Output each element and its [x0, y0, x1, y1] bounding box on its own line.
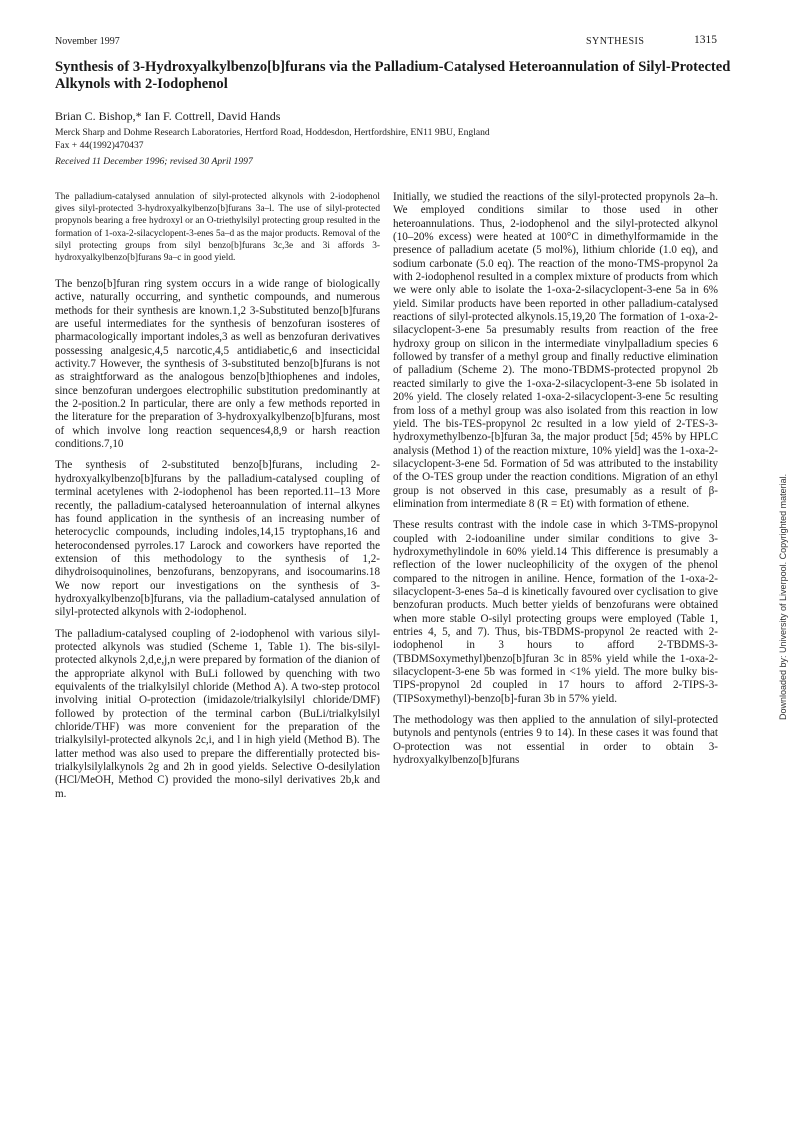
download-notice: Downloaded by: University of Liverpool. Copyrighted material.: [778, 473, 788, 720]
abstract: The palladium-catalysed annulation of silyl-protected alkynols with 2-iodophenol gives silyl-protected 3-hydroxyalkylbenzo[b]furans 3a–l. The use of silyl-protected propynols bearing a free hydroxyl or an O-triethylsilyl protecting group resulted in the formation of 1-oxa-2-silacyclopent-3-enes 5a–d as the major products. Removal of the silyl protecting groups from silyl benzo[b]furans 3c,3e and 3i affords 3-hydroxyalkylbenzo[b]furans 9a–c in good yield.: [55, 192, 380, 264]
paragraph: The methodology was then applied to the annulation of silyl-protected butynols and pentynols (entries 9 to 14). In these cases it was found that O-protection was not essential in order to obtain 3-hydroxyalkylbenzo[b]furans: [393, 714, 718, 767]
article-title: Synthesis of 3-Hydroxyalkylbenzo[b]furans via the Palladium-Catalysed Heteroannulation of Silyl-Protected Alkynols with 2-Iodophenol: [55, 59, 731, 92]
right-column: [393, 191, 718, 775]
paragraph: The benzo[b]furan ring system occurs in a wide range of biologically active, naturally occurring, and synthetic compounds, and numerous methods for their synthesis are known.1,2 3-Substituted benzo[b]furans are useful intermediates for the synthesis of benzofuran isosteres of pharmacologically important indoles,3 as well as benzofuran derivatives possessing analgesic,4,5 narcotic,4,5 antidiabetic,6 and insecticidal activity.7 However, the synthesis of 3-substituted benzo[b]furans is not as straightforward as the analogous benzo[b]thiophenes and indoles, since benzofuran undergoes electrophilic substitution predominantly at the 2-position.2 In particular, there are only a few methods reported in the literature for the preparation of 3-hydroxyalkylbenzo[b]furans, most of which involve long reaction sequences4,8,9 or harsh reaction conditions.7,10: [55, 278, 380, 451]
running-header-date: November 1997: [55, 36, 120, 47]
fax-number: Fax + 44(1992)470437: [55, 140, 144, 151]
page-number: 1315: [694, 34, 717, 46]
affiliation-block: [55, 126, 745, 152]
running-header-journal: SYNTHESIS: [586, 36, 645, 47]
received-dates: Received 11 December 1996; revised 30 April 1997: [55, 156, 253, 167]
paragraph: The synthesis of 2-substituted benzo[b]furans, including 2-hydroxyalkylbenzo[b]furans by the palladium-catalysed coupling of terminal acetylenes with 2-iodophenol has been reported.11–13 More recently, the palladium-catalysed heteroannulation of internal alkynes has found application in the synthesis of an increasing number of heterocyclic compounds, including indoles,14,15 tryptophans,16 and heterocondensed pyrroles.17 Larock and coworkers have reported the extension of this methodology to the synthesis of 1,2-dihydroisoquinolines, benzofurans, benzopyrans, and isocoumarins.18 We now report our investigations on the synthesis of 3-hydroxyalkylbenzo[b]furans, via the palladium-catalysed annulation of silyl-protected alkynols with 2-iodophenol.: [55, 459, 380, 619]
download-watermark: [778, 390, 792, 720]
paragraph: The palladium-catalysed coupling of 2-iodophenol with various silyl-protected alkynols was studied (Scheme 1, Table 1). The bis-silyl-protected alkynols 2,d,e,j,n were prepared by formation of the dianion of the appropriate alkynol with BuLi followed by quenching with two equivalents of the trialkylsilyl chloride (Method A). A two-step protocol involving initial O-protection (imidazole/trialkylsilyl chloride/DMF) followed by protection of the terminal carbon (BuLi/trialkylsilyl chloride/THF) was more convenient for the preparation of the trialkylsilyl-protected alkynols 2c,i, and l in high yield (Method B). The latter method was also used to prepare the differentially protected bis-trialkylsilylalkynols 2g and 2h in good yields. Selective O-desilylation (HCl/MeOH, Method C) provided the mono-silyl derivatives 2b,k and m.: [55, 627, 380, 800]
article-authors: Brian C. Bishop,* Ian F. Cottrell, David Hands: [55, 109, 281, 123]
left-column: [55, 278, 380, 809]
paragraph: Initially, we studied the reactions of the silyl-protected propynols 2a–h. We employed conditions similar to those used in other heteroannulations. Thus, 2-iodophenol and the silyl-protected alkynol (10–20% excess) were heated at 100°C in dimethylformamide in the presence of palladium acetate (5 mol%), lithium chloride (1.0 eq), and sodium carbonate (5.0 eq). The reaction of the mono-TMS-propynol 2a with 2-iodophenol resulted in a complex mixture of products from which we were only able to isolate the 1-oxa-2-silacyclopent-3-ene 5a in 6% yield. Similar products have been reported in other palladium-catalysed reactions of silyl-protected alkynols.15,19,20 The formation of 1-oxa-2-silacyclopent-3-ene 5a presumably results from reaction of the free hydroxy group on silicon in the intermediate vinylpalladium species 6 followed by transfer of a methyl group and finally reductive elimination of palladium (Scheme 2). The mono-TBDMS-protected propynol 2b reacted similarly to give the 1-oxa-2-silacyclopent-3-ene 5b isolated in 20% yield. The closely related 1-oxa-2-silacyclopent-3-ene 5c resulting from loss of a methyl group was also isolated from this reaction in low yield. The bis-TES-propynol 2c resulted in a low yield of 2-TES-3-hydroxymethylbenzo-[b]furan 3a, the major product [5d; 45% by HPLC analysis (Method 1) of the reaction mixture, 10% yield] was the 1-oxa-2-silacyclopent-3-ene 5d. Formation of 5d was attributed to the instability of the O-TES group under the reaction conditions. Migration of an ethyl group is not observed in this case, presumably as a result of β-elimination from intermediate 8 (R = Et) with formation of ethene.: [393, 191, 718, 510]
paragraph: These results contrast with the indole case in which 3-TMS-propynol coupled with 2-iodoaniline under similar conditions to give 3-hydroxymethylindole in 60% yield.14 This difference is presumably a reflection of the lower nucleophilicity of the oxygen of the phenol compared to the nitrogen in aniline. Hence, formation of the 1-oxa-2-silacyclopent-3-enes 5a–d is kinetically favoured over cyclisation to give benzofuran products. Much better yields of benzofurans were obtained when more stable O-silyl protecting groups were employed (Table 1, entries 4, 5, and 7). Thus, bis-TBDMS-propynol 2e reacted with 2-iodophenol in 3 hours to afford 2-TBDMS-3-(TBDMSoxymethyl)benzo[b]furan 3c in 85% yield while the 1-oxa-2-silacyclopent-3-ene 5b was formed in <1% yield. The more bulky bis-TIPS-propynol 2d coupled in 17 hours to afford 2-TIPS-3-(TIPSoxymethyl)-benzo[b]-furan 3b in 57% yield.: [393, 519, 718, 705]
affiliation: Merck Sharp and Dohme Research Laboratories, Hertford Road, Hoddesdon, Hertfordshire, EN11 9BU, England: [55, 127, 490, 138]
